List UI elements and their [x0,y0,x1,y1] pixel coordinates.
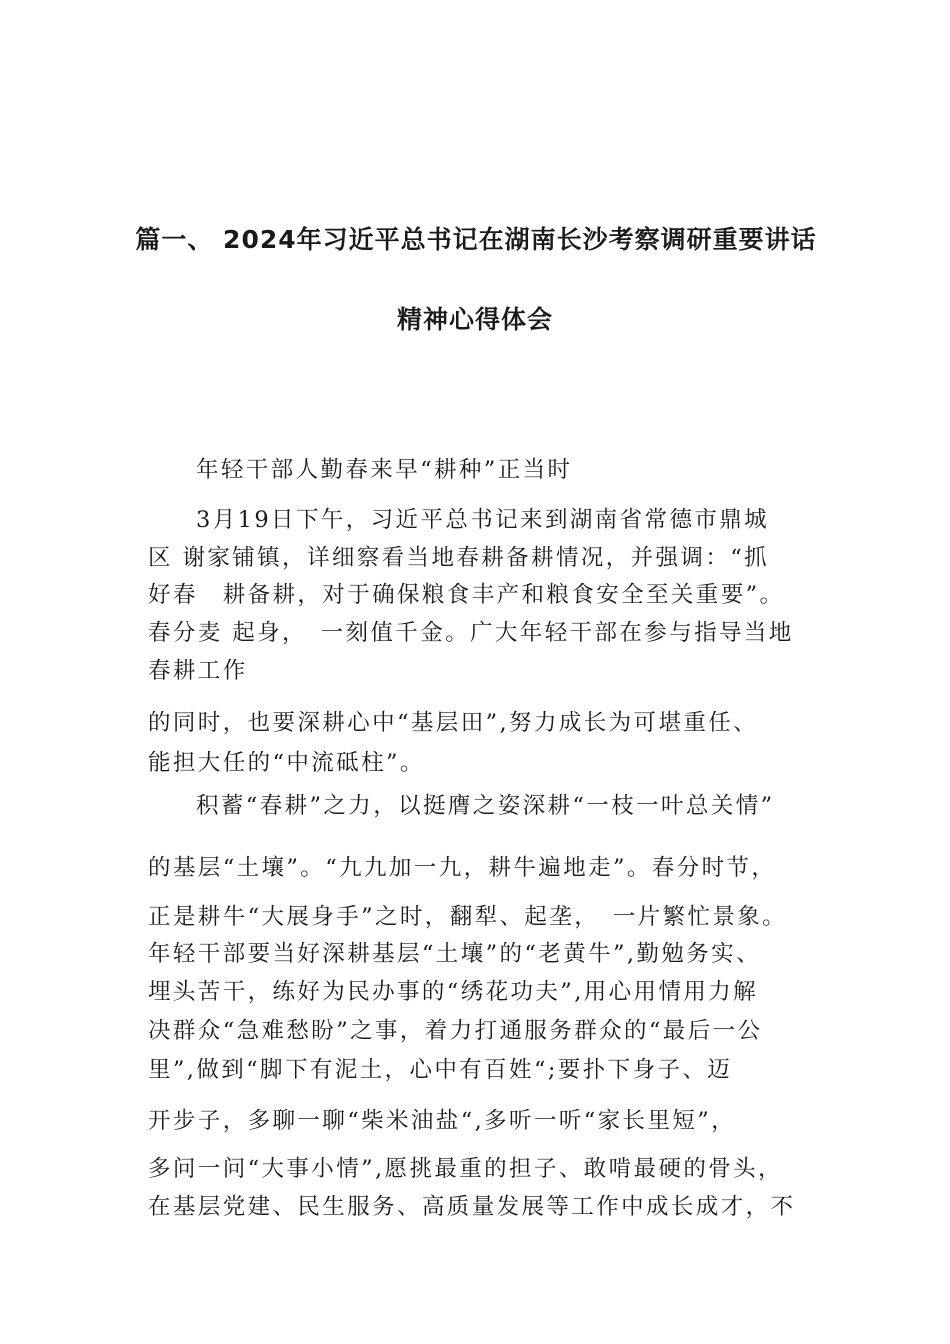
body-line-3: 区 谢家铺镇，详细察看当地春耕备耕情况，并强调：“抓 [148,545,770,571]
body-line-9: 积蓄“春耕”之力，以挺膺之姿深耕“一枝一叶总关情” [196,793,775,819]
body-line-7: 的同时，也要深耕心中“基层田”,努力成长为可堪重任、 [148,710,759,736]
body-line-8: 能担大任的“中流砥柱”。 [148,750,425,776]
body-line-11: 正是耕牛“大展身手”之时，翻犁、起垄， 一片繁忙景象。 [148,904,788,930]
body-line-2: 3月19日下午，习近平总书记来到湖南省常德市鼎城 [196,507,770,533]
body-line-15: 里”,做到“脚下有泥土，心中有百姓“;要扑下身子、迈 [148,1057,733,1083]
body-line-17: 多问一问“大事小情”,愿挑最重的担子、敢啃最硬的骨头， [148,1156,783,1182]
body-line-12: 年轻干部要当好深耕基层“土壤”的“老黄牛”,勤勉务实、 [148,941,761,967]
document-title-line-1: 篇一、 2024年习近平总书记在湖南长沙考察调研重要讲话 [135,225,817,254]
body-line-6: 春耕工作 [148,658,248,684]
body-line-5: 春分麦 起身， 一刻值千金。广大年轻干部在参与指导当地 [148,620,794,646]
body-line-13: 埋头苦干，练好为民办事的“绣花功夫”,用心用情用力解 [148,979,759,1005]
body-line-18: 在基层党建、民生服务、高质量发展等工作中成长成才，不 [148,1194,796,1220]
body-line-16: 开步子，多聊一聊“柴米油盐“,多听一听“家长里短”， [148,1108,737,1134]
body-line-10: 的基层“土壤”。“九九加一九，耕牛遍地走”。春分时节， [148,855,777,881]
document-title-line-2: 精神心得体会 [396,305,553,334]
body-line-4: 好春 耕备耕，对于确保粮食丰产和粮食安全至关重要”。 [148,582,785,608]
body-line-14: 决群众“急难愁盼”之事，着力打通服务群众的“最后一公 [148,1018,763,1044]
body-line-1: 年轻干部人勤春来早“耕种”正当时 [196,457,573,483]
